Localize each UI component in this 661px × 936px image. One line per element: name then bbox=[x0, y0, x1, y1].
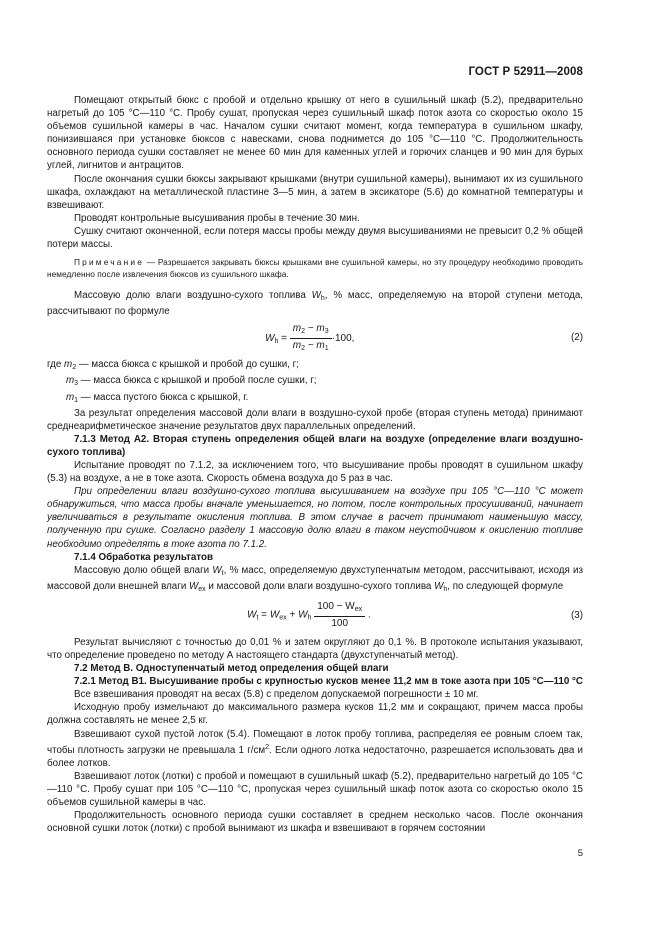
paragraph: Взвешивают лоток (лотки) с пробой и помещают в сушильный шкаф (5.2), предварительно нагретый до 105 °C—110 °C. Пробу сушат при 105 °C—110 °C, пропуская через сушильный шкаф поток азота со скоростью около 15 объемов сушильной камеры в час. bbox=[47, 770, 583, 809]
paragraph: Испытание проводят по 7.1.2, за исключением того, что высушивание пробы проводят в сушильном шкафу (5.3) на воздухе, а не в токе азота. Скорость обмена воздуха до 5 раз в час. bbox=[47, 459, 583, 485]
equation-number: (2) bbox=[571, 332, 583, 344]
section-heading-7-1-3: 7.1.3 Метод А2. Вторая ступень определения общей влаги на воздухе (определение влаги воздушно-сухого топлива) bbox=[47, 433, 583, 458]
note-text: — Разрешается закрывать бюксы крышками вне сушильной камеры, но эту процедуру необходимо проводить немедленно после извлечения бюксов из сушильного шкафа. bbox=[47, 257, 583, 280]
paragraph-italic: При определении влаги воздушно-сухого топлива высушиванием на воздухе при 105 °C—110 °C может обнаружиться, что масса пробы вначале уменьшается, но потом, после контрольных просушиваний, начинает увеличиваться в результате окисления топлива. В этом случае в расчет принимают наименьшую массу, полученную при сушке. Согласно разделу 1 массовую долю влаги в таком неустойчивом к окислению топливе необходимо определять в токе азота по 7.1.2. bbox=[47, 486, 583, 550]
section-heading-7-2: 7.2 Метод В. Одноступенчатый метод определения общей влаги bbox=[74, 663, 389, 675]
paragraph: Продолжительность основного периода сушки составляет в среднем несколько часов. После окончания основной сушки лоток (лотки) с пробой вынимают из шкафа и взвешивают в горячем состоянии bbox=[47, 810, 583, 835]
paragraph: Массовую долю влаги воздушно-сухого топлива $W_h$, % масс, определяемую на второй ступени метода, рассчитывают по формуле bbox=[47, 290, 583, 318]
paragraph: После окончания сушки бюксы закрывают крышками (внутри сушильной камеры), вынимают их из сушильного шкафа, охлаждают на металлической пластине 3—5 мин, а затем в эксикаторе (5.6) до комнатной температуры и взвешивают. bbox=[47, 173, 583, 211]
document-body bbox=[47, 94, 583, 835]
paragraph: Исходную пробу измельчают до максимального размера кусков 11,2 мм и сокращают, причем масса пробы должна составлять не менее 2,5 кг. bbox=[47, 702, 583, 727]
fraction: $\frac{100 - W_{ex}}{100}$ bbox=[314, 600, 365, 630]
section-heading-7-1-4: 7.1.4 Обработка результатов bbox=[74, 551, 213, 563]
paragraph: Взвешивают сухой пустой лоток (5.4). Помещают в лоток пробу топлива, распределяя ее ровным слоем так, чтобы плотность загрузки не превышала 1 $г/см^2$. Если одного лотка недостаточно, разрешается использовать два и более лотков. bbox=[47, 728, 583, 769]
formula-2: $W_h$ = $\frac{m_2 - m_3}{m_2 - m_1}$ ·100, (2) bbox=[47, 322, 583, 354]
paragraph: Проводят контрольные высушивания пробы в течение 30 мин. bbox=[74, 212, 360, 224]
paragraph: За результат определения массовой доли влаги в воздушно-сухой пробе (вторая ступень метода) принимают среднеарифметическое значение результатов двух параллельных определений. bbox=[47, 407, 583, 432]
note-label: Примечание bbox=[74, 257, 145, 268]
section-heading-7-2-1: 7.2.1 Метод В1. Высушивание пробы с крупностью кусков менее 11,2 мм в токе азота при 105 °С—110 °С bbox=[74, 676, 584, 688]
paragraph: Результат вычисляют с точностью до 0,01 % и затем округляют до 0,1 %. В протоколе испытания указывают, что определение проведено по методу А настоящего стандарта (двухступенчатый метод). bbox=[47, 636, 583, 661]
paragraph: Сушку считают оконченной, если потеря массы пробы между двумя высушиваниями не превысит 0,2 % общей потери массы. bbox=[47, 225, 583, 251]
document-header: ГОСТ Р 52911—2008 bbox=[468, 66, 583, 78]
fraction: $\frac{m_2 - m_3}{m_2 - m_1}$ bbox=[290, 322, 332, 355]
paragraph: Помещают открытый бюкс с пробой и отдельно крышку от него в сушильный шкаф (5.2), предварительно нагретый до 105 °C—110 °C. Пробу сушат, пропуская через сушильный шкаф поток азота со скоростью около 15 объемов сушильной камеры в час. Началом сушки считают момент, когда температура в сушильном шкафу, понизившаяся при установке бюксов с навесками, снова поднимется до 105 °C—110 °C. Продолжительность основного периода сушки составляет не менее 60 мин для каменных углей и горючих сланцев и 90 мин для бурых углей, лигнитов и антрацитов. bbox=[47, 95, 583, 172]
paragraph: Все взвешивания проводят на весах (5.8) с пределом допускаемой погрешности ± 10 мг. bbox=[74, 689, 479, 701]
equation-number: (3) bbox=[571, 609, 583, 621]
page-number: 5 bbox=[577, 848, 583, 859]
paragraph: Массовую долю общей влаги $W_t$, % масс, определяемую двухступенчатым методом, рассчитывают, исходя из массовой доли внешней влаги $W_{ex}$ и массовой доли влаги воздушно-сухого топлива $W_h$, по следующей формуле bbox=[47, 564, 583, 593]
formula-3: $W_t = W_{ex} + W_h$ $\frac{100 - W_{ex}}{100}$ . (3) bbox=[247, 600, 583, 629]
variable-definitions: где $m_2$ — масса бюкса с крышкой и пробой до сушки, г; $m_3$ — масса бюкса с крышкой и пробой после сушки, г; $m_1$ — масса пустого бюкса с крышкой, г. bbox=[47, 359, 317, 404]
note bbox=[47, 256, 583, 280]
